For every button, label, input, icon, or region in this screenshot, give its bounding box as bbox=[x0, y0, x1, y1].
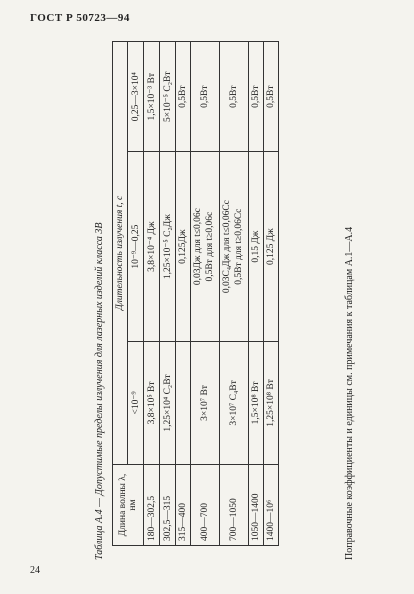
cell-line: 0,5Вт для t≥0,06с bbox=[204, 211, 215, 282]
cell-wavelength: 302,5—315 bbox=[160, 465, 176, 546]
emission-limits-table bbox=[112, 41, 279, 546]
duration-header-1: <10⁻⁹ bbox=[128, 341, 144, 464]
cell-value bbox=[191, 152, 220, 341]
cell-value bbox=[219, 152, 248, 341]
cell-value: 0,125 Дж bbox=[263, 152, 278, 341]
cell-line: 0,5Вт для t≥0,06Cс bbox=[233, 208, 244, 285]
document-header: ГОСТ Р 50723—94 bbox=[30, 12, 130, 24]
cell-wavelength: 700—1050 bbox=[219, 465, 248, 546]
rotated-table-block bbox=[82, 40, 378, 560]
table-row bbox=[176, 42, 191, 546]
cell-wavelength: 1050—1400 bbox=[248, 465, 263, 546]
cell-value: 3×10⁷ Вт bbox=[191, 341, 220, 464]
cell-value bbox=[176, 341, 191, 464]
duration-header-2: 10⁻⁹—0,25 bbox=[128, 152, 144, 341]
cell-value: 3,8×10⁵ Вт bbox=[144, 341, 160, 464]
duration-header-3: 0,25—3×10⁴ bbox=[128, 42, 144, 152]
cell-value: 0,5Вт bbox=[248, 42, 263, 152]
col-duration-header: Длительность излучения t, с bbox=[113, 42, 128, 465]
cell-wavelength: 1400—10⁶ bbox=[263, 465, 278, 546]
cell-line: 0,03C₄Дж для t≤0,06Cс bbox=[221, 200, 232, 294]
cell-value: 0,15 Дж bbox=[248, 152, 263, 341]
table-caption: Таблица А.4 — Допустимые пределы излучения для лазерных изделий класса 3В bbox=[94, 222, 105, 560]
cell-wavelength: 180—302,5 bbox=[144, 465, 160, 546]
page-number: 24 bbox=[30, 565, 40, 576]
cell-wavelength: 315—400 bbox=[176, 465, 191, 546]
table-row bbox=[160, 42, 176, 546]
table-row bbox=[248, 42, 263, 546]
cell-value: 0,125Дж bbox=[176, 152, 191, 341]
cell-value: 3,8×10⁻⁴ Дж bbox=[144, 152, 160, 341]
cell-value: 1,5×10⁸ Вт bbox=[248, 341, 263, 464]
table-row bbox=[263, 42, 278, 546]
cell-value: 1,25×10⁻⁵ C₂Дж bbox=[160, 152, 176, 341]
cell-value: 0,5Вт bbox=[191, 42, 220, 152]
cell-wavelength: 400—700 bbox=[191, 465, 220, 546]
table-row bbox=[144, 42, 160, 546]
cell-line: 0,03Дж для t≤0,06с bbox=[193, 208, 203, 286]
table-footnote: Поправочные коэффициенты и единицы см. примечания к таблицам А.1—А.4 bbox=[344, 226, 355, 560]
cell-value: 3×10⁷ C₄Вт bbox=[219, 341, 248, 464]
cell-value: 1,25×10⁸ Вт bbox=[263, 341, 278, 464]
cell-value: 0,5Вт bbox=[176, 42, 191, 152]
table-row bbox=[191, 42, 220, 546]
cell-value: 0,5Вт bbox=[263, 42, 278, 152]
cell-value: 1,25×10⁴ C₂Вт bbox=[160, 341, 176, 464]
cell-value: 0,5Вт bbox=[219, 42, 248, 152]
cell-value: 5×10⁻⁵ C₂Вт bbox=[160, 42, 176, 152]
cell-value: 1,5×10⁻³ Вт bbox=[144, 42, 160, 152]
col-wavelength-header: Длина волны λ, нм bbox=[113, 465, 144, 546]
table-row bbox=[219, 42, 248, 546]
